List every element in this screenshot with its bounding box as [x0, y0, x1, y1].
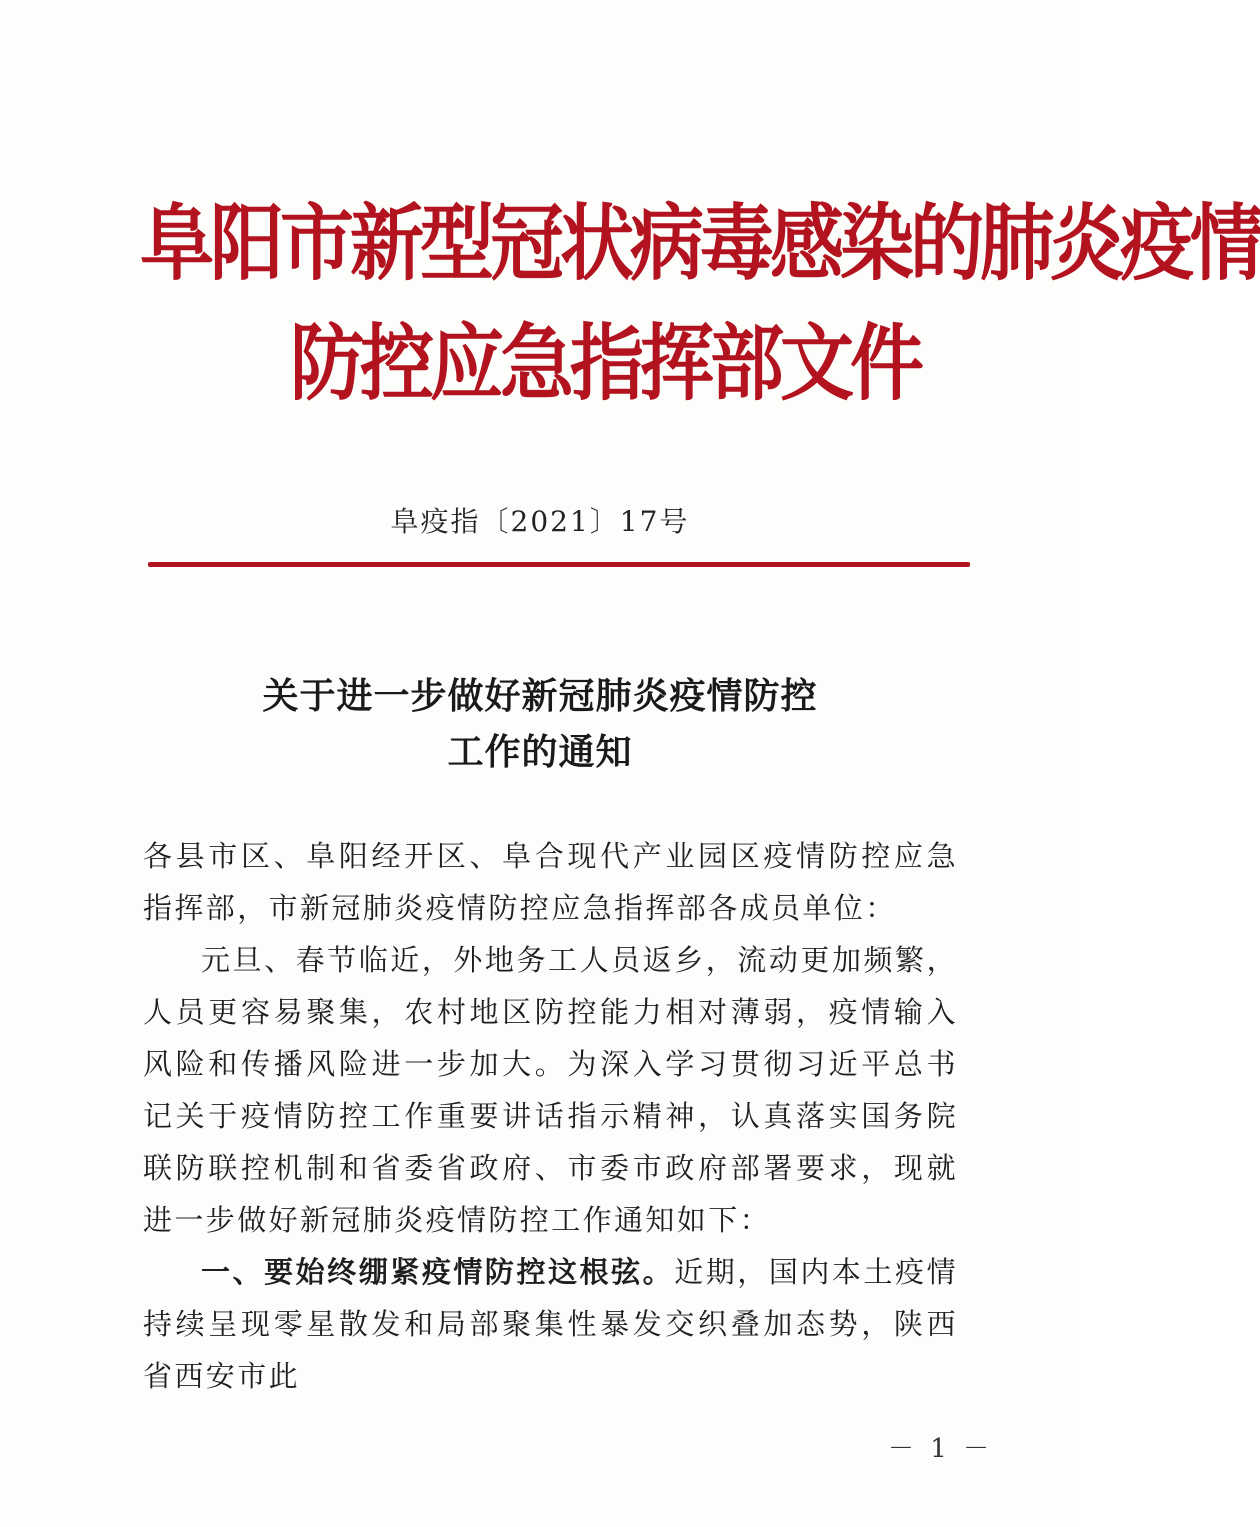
- document-number: 阜疫指〔2021〕17号: [390, 505, 690, 538]
- section-one-text: 近期，国内本土疫情持续呈现零星散发和局部聚集性暴发交织叠加态势，陕西省西安市此: [143, 1255, 958, 1393]
- addressee-paragraph: 各县市区、阜阳经开区、阜合现代产业园区疫情防控应急指挥部，市新冠肺炎疫情防控应急指挥部各成员单位：: [143, 839, 958, 925]
- page-number: － 1 －: [888, 1434, 994, 1464]
- section-one-paragraph: [143, 1246, 958, 1402]
- section-one-heading: 一、要始终绷紧疫情防控这根弦。: [201, 1255, 675, 1289]
- issuer-header-line-1: 阜阳市新型冠状病毒感染的肺炎疫情: [140, 195, 1260, 292]
- issuer-header-line-2: 防控应急指挥部文件: [290, 315, 920, 412]
- notice-title-line-2: 工作的通知: [447, 732, 633, 773]
- red-divider-line: [148, 562, 970, 567]
- notice-title-line-1: 关于进一步做好新冠肺炎疫情防控: [262, 676, 818, 717]
- intro-paragraph: 元旦、春节临近，外地务工人员返乡，流动更加频繁，人员更容易聚集，农村地区防控能力相对薄弱，疫情输入风险和传播风险进一步加大。为深入学习贯彻习近平总书记关于疫情防控工作重要讲话指示精神，认真落实国务院联防联控机制和省委省政府、市委市政府部署要求，现就进一步做好新冠肺炎疫情防控工作通知如下：: [143, 943, 958, 1237]
